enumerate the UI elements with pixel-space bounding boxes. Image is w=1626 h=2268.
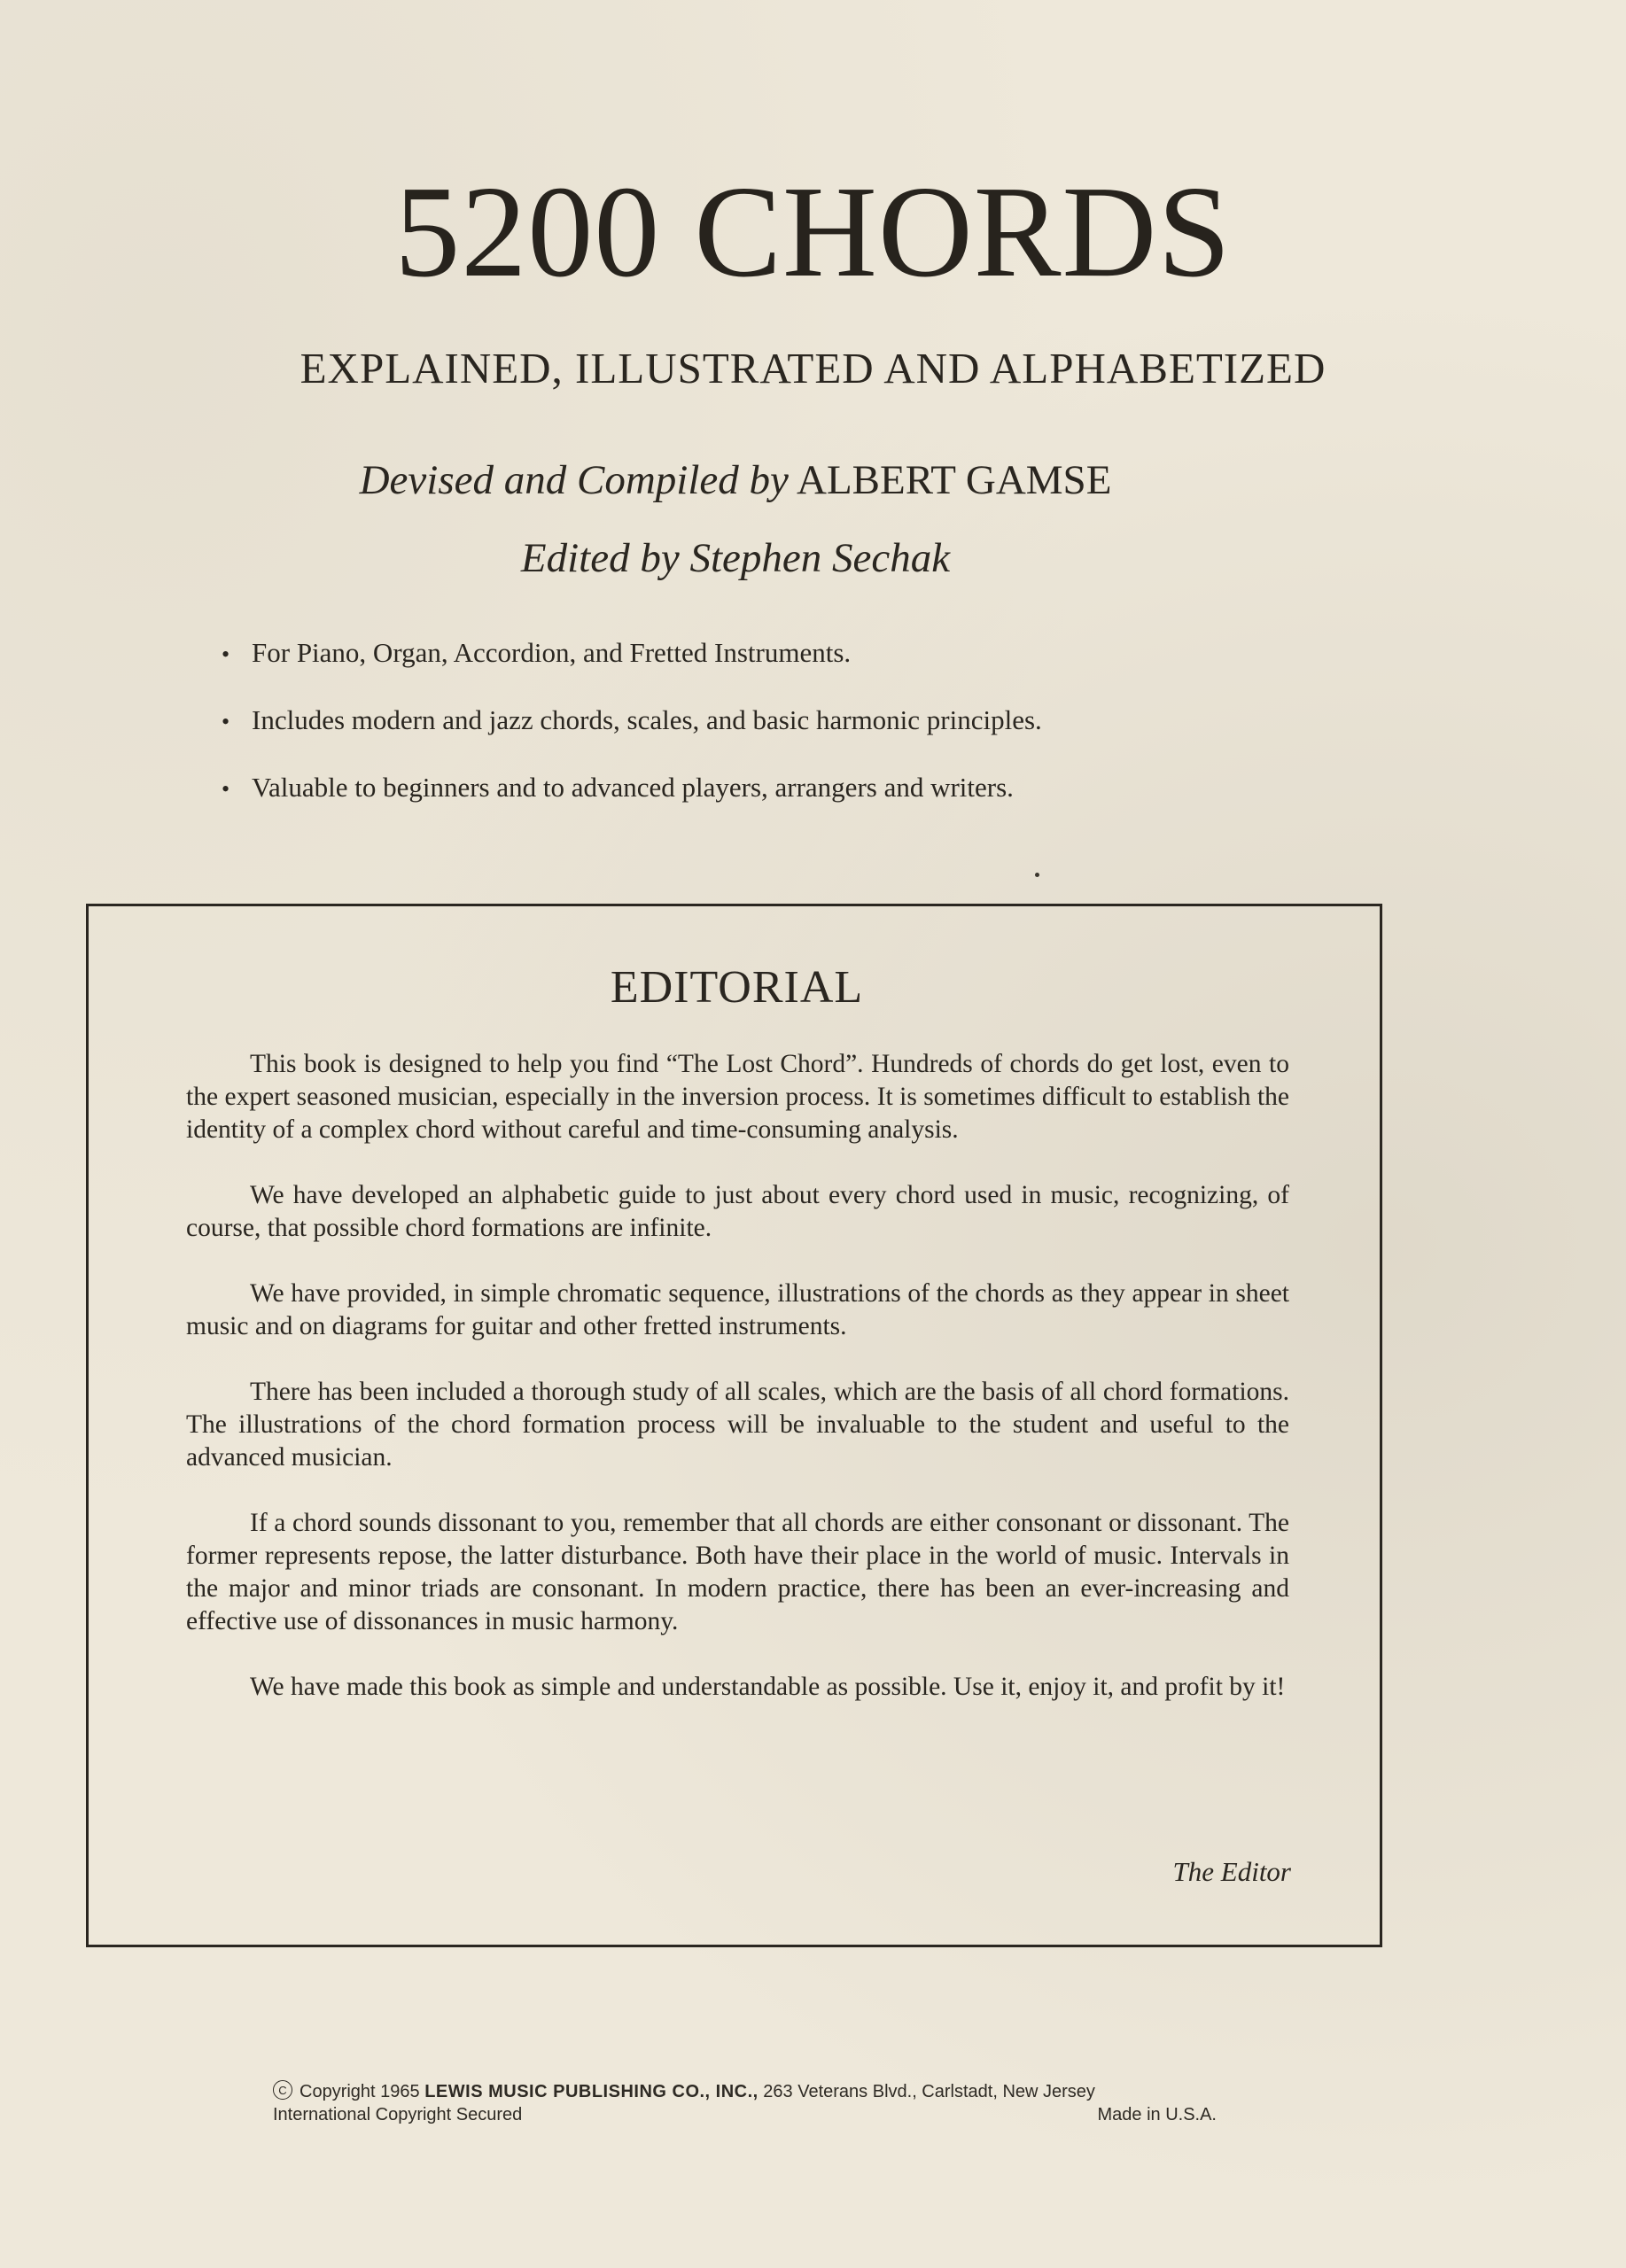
editorial-heading: EDITORIAL xyxy=(610,962,864,1013)
bullet-icon: • xyxy=(222,709,230,734)
author-name: ALBERT GAMSE xyxy=(797,457,1112,503)
editorial-paragraph: If a chord sounds dissonant to you, remember that all chords are either consonant or dissonant. The former represents repose, the latter disturbance. Both have their place in the world of music. Intervals in the major and minor triads are consonant. In modern practice, there has been an ever-increasing and effective use of dissonances in music harmony. xyxy=(186,1509,1289,1635)
copyright-icon: C xyxy=(273,2080,292,2100)
footer-line-2 xyxy=(273,2103,1217,2126)
made-in: Made in U.S.A. xyxy=(1097,2105,1217,2124)
editorial-paragraph: We have provided, in simple chromatic sequence, illustrations of the chords as they appear in sheet music and on diagrams for guitar and other fretted instruments. xyxy=(186,1279,1289,1340)
copyright-secured: International Copyright Secured xyxy=(273,2105,523,2124)
book-title: 5200 CHORDS xyxy=(394,159,1232,305)
book-subtitle: EXPLAINED, ILLUSTRATED AND ALPHABETIZED xyxy=(300,344,1326,392)
feature-text: Includes modern and jazz chords, scales, and basic harmonic principles. xyxy=(252,704,1042,735)
publisher-address: 263 Veterans Blvd., Carlstadt, New Jersey xyxy=(763,2082,1095,2101)
author-byline xyxy=(0,454,1471,507)
feature-item xyxy=(222,703,1533,739)
footer-line-1 xyxy=(273,2080,1217,2103)
editorial-paragraph: There has been included a thorough study of all scales, which are the basis of all chord formations. The illustrations of the chord formation process will be invaluable to the student and useful to the advanced musician. xyxy=(186,1378,1289,1472)
publisher-name: LEWIS MUSIC PUBLISHING CO., INC., xyxy=(424,2082,759,2101)
byline-prefix: Devised and Compiled by xyxy=(359,457,789,503)
copyright-year: Copyright 1965 xyxy=(300,2082,420,2101)
editorial-body xyxy=(186,1048,1289,1736)
feature-list xyxy=(222,636,1533,838)
editorial-box xyxy=(86,904,1382,1947)
editorial-paragraph: We have developed an alphabetic guide to just about every chord used in music, recognizing, of course, that possible chord formations are infinite. xyxy=(186,1181,1289,1242)
feature-item xyxy=(222,636,1533,672)
ink-speck xyxy=(1035,873,1039,877)
editor-credit: Edited by Stephen Sechak xyxy=(520,535,951,581)
editorial-signature: The Editor xyxy=(1172,1856,1291,1887)
editorial-paragraph: We have made this book as simple and understandable as possible. Use it, enjoy it, and profit by it! xyxy=(250,1673,1286,1701)
feature-text: For Piano, Organ, Accordion, and Fretted Instruments. xyxy=(252,637,852,668)
copyright-footer xyxy=(273,2080,1217,2126)
bullet-icon: • xyxy=(222,641,230,667)
feature-text: Valuable to beginners and to advanced players, arrangers and writers. xyxy=(252,772,1014,803)
editorial-paragraph: This book is designed to help you find “The Lost Chord”. Hundreds of chords do get lost, even to the expert seasoned musician, especially in the inversion process. It is sometimes difficult to establish the identity of a complex chord without careful and time-consuming analysis. xyxy=(186,1050,1289,1144)
feature-item xyxy=(222,771,1533,806)
bullet-icon: • xyxy=(222,776,230,802)
